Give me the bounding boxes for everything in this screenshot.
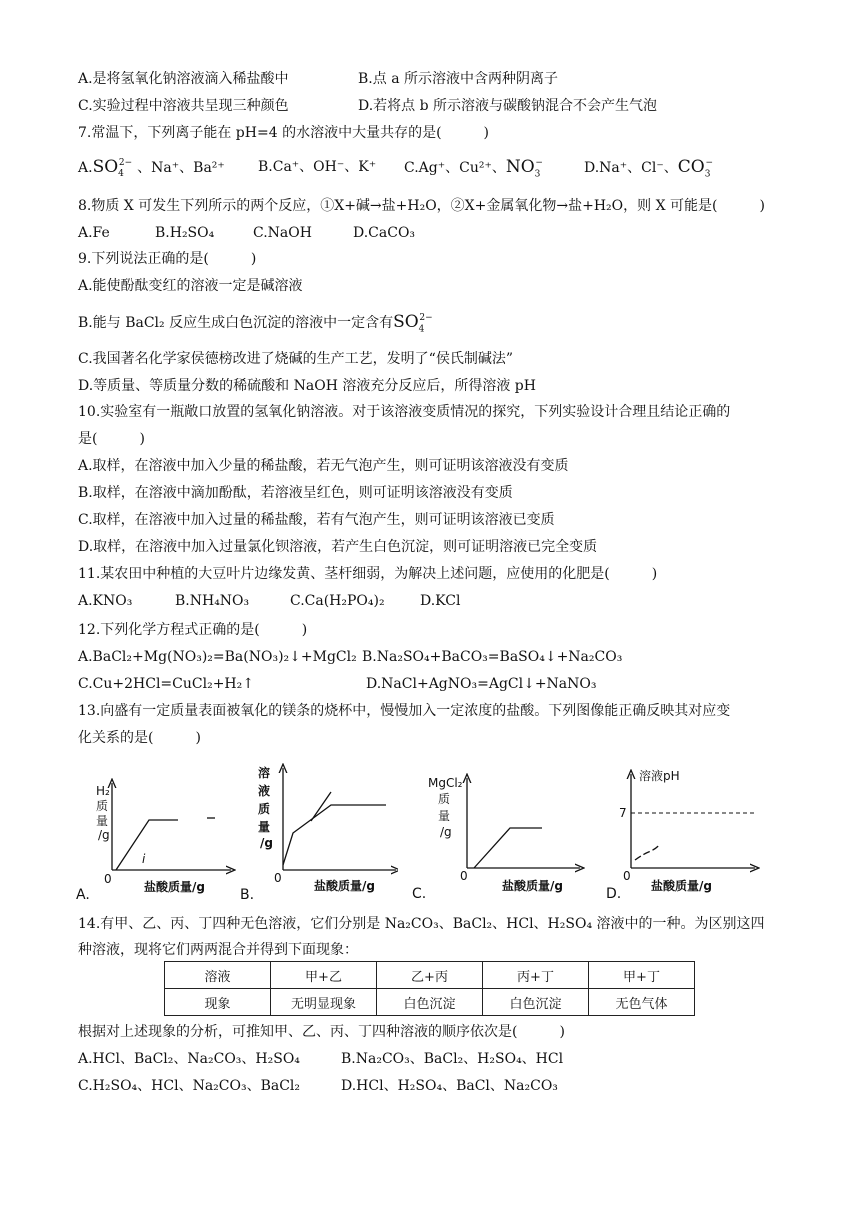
table-cell: 甲+乙 (271, 962, 377, 989)
q7-option-a (78, 157, 225, 178)
graph-a-ylabel-1: 质 (96, 799, 109, 813)
q6-option-b: B.点 a 所示溶液中含两种阴离子 (358, 71, 558, 87)
curve (635, 844, 660, 860)
graph-d-ylabel: 溶液pH (639, 769, 680, 783)
q7-option-a-rest: 、Na⁺、Ba²⁺ (137, 160, 225, 176)
q14-option-d: D.HCl、H₂SO₄、BaCl、Na₂CO₃ (341, 1078, 558, 1094)
table-row (165, 989, 695, 1016)
curve (283, 805, 386, 865)
sulfate-ion: $SO_4^{2-}$ (393, 312, 433, 335)
q12-option-d: D.NaCl+AgNO₃=AgCl↓+NaNO₃ (366, 676, 597, 692)
graph-b (238, 760, 398, 905)
graph-b-ylabel-1: 溶 (258, 766, 271, 780)
mark-i: i (142, 852, 146, 866)
q9-stem: 9.下列说法正确的是( ) (78, 251, 257, 267)
graph-d-label: D. (606, 886, 622, 902)
q12-option-a: A.BaCl₂+Mg(NO₃)₂=Ba(NO₃)₂↓+MgCl₂ (78, 649, 357, 665)
graph-d-origin: 0 (623, 869, 631, 883)
curve (474, 828, 542, 868)
table-cell: 无明显现象 (271, 989, 377, 1016)
q7-option-d-prefix: D.Na⁺、Cl⁻、 (584, 160, 678, 176)
graph-c-ylabel-1: 质 (438, 792, 451, 806)
q14-option-a: A.HCl、BaCl₂、Na₂CO₃、H₂SO₄ (78, 1051, 300, 1067)
graph-a-label: A. (76, 887, 90, 903)
q9-option-b-text: B.能与 BaCl₂ 反应生成白色沉淀的溶液中一定含有 (78, 315, 394, 331)
graph-c (410, 770, 590, 905)
q13-stem-line1: 13.向盛有一定质量表面被氧化的镁条的烧杯中，慢慢加入一定浓度的盐酸。下列图像能正确反映其对应变 (78, 703, 731, 719)
graph-b-ylabel-5: /g (260, 836, 273, 850)
q7-option-d (584, 157, 718, 178)
q12-stem: 12.下列化学方程式正确的是( ) (78, 622, 308, 638)
graph-b-ylabel-2: 液 (258, 784, 271, 798)
carbonate-ion: $CO_3^-$ (677, 157, 713, 180)
table-cell: 丙+丁 (483, 962, 589, 989)
q7-option-b: B.Ca⁺、OH⁻、K⁺ (258, 159, 377, 175)
q10-option-a: A.取样，在溶液中加入少量的稀盐酸，若无气泡产生，则可证明该溶液没有变质 (78, 458, 569, 474)
q7-option-a-prefix: A. (78, 160, 93, 176)
graph-d-xlabel: 盐酸质量/g (651, 879, 712, 893)
table-cell: 白色沉淀 (483, 989, 589, 1016)
q10-stem-line2: 是( ) (78, 431, 145, 447)
q8-option-c: C.NaOH (253, 225, 312, 241)
q14-option-c: C.H₂SO₄、HCl、Na₂CO₃、BaCl₂ (78, 1078, 301, 1094)
q9-option-a: A.能使酚酞变红的溶液一定是碱溶液 (78, 278, 303, 294)
q7-stem: 7.常温下，下列离子能在 pH=4 的水溶液中大量共存的是( ) (78, 125, 489, 141)
q9-option-d: D.等质量、等质量分数的稀硫酸和 NaOH 溶液充分反应后，所得溶液 pH (78, 378, 536, 394)
graph-c-xlabel: 盐酸质量/g (502, 879, 563, 893)
q12-option-b: B.Na₂SO₄+BaCO₃=BaSO₄↓+Na₂CO₃ (362, 649, 623, 665)
q8-option-b: B.H₂SO₄ (155, 225, 215, 241)
q8-option-d: D.CaCO₃ (353, 225, 416, 241)
table-cell: 乙+丙 (377, 962, 483, 989)
graph-b-label: B. (240, 887, 255, 903)
q11-option-b: B.NH₄NO₃ (175, 593, 250, 609)
table-cell: 无色气体 (589, 989, 695, 1016)
graph-a-origin: 0 (104, 872, 112, 886)
q7-option-c (404, 157, 548, 178)
q6-option-d: D.若将点 b 所示溶液与碳酸钠混合不会产生气泡 (358, 98, 658, 114)
graph-d (605, 768, 765, 905)
q11-stem: 11.某农田中种植的大豆叶片边缘发黄、茎杆细弱，为解决上述问题，应使用的化肥是( ) (78, 566, 658, 582)
graph-c-origin: 0 (460, 869, 468, 883)
table-header-row (165, 962, 695, 989)
graph-b-xlabel: 盐酸质量/g (314, 879, 375, 893)
mix-results-table (164, 961, 695, 1016)
q11-option-c: C.Ca(H₂PO₄)₂ (290, 593, 385, 609)
q10-option-d: D.取样，在溶液中加入过量氯化钡溶液，若产生白色沉淀，则可证明溶液已完全变质 (78, 539, 598, 555)
table-cell: 现象 (165, 989, 271, 1016)
q10-option-c: C.取样，在溶液中加入过量的稀盐酸，若有气泡产生，则可证明该溶液已变质 (78, 512, 555, 528)
curve (116, 820, 178, 870)
graph-a-ylabel-2: 量 (96, 814, 109, 828)
q14-stem-line1: 14.有甲、乙、丙、丁四种无色溶液，它们分别是 Na₂CO₃、BaCl₂、HCl、H₂SO₄ 溶液中的一种。为区别这四 (78, 916, 765, 932)
table-cell: 白色沉淀 (377, 989, 483, 1016)
table-cell: 溶液 (165, 962, 271, 989)
graph-b-ylabel-4: 量 (258, 820, 271, 834)
sulfate-ion: $SO_4^{2-}$ (92, 157, 133, 180)
graph-c-ylabel-2: 量 (438, 809, 451, 823)
q14-option-b: B.Na₂CO₃、BaCl₂、H₂SO₄、HCl (341, 1051, 564, 1067)
graph-a-ylabel-3: /g (98, 828, 110, 842)
q9-option-b (78, 312, 438, 333)
q13-stem-line2: 化关系的是( ) (78, 730, 201, 746)
q7-option-c-prefix: C.Ag⁺、Cu²⁺、 (404, 160, 506, 176)
q9-option-c: C.我国著名化学家侯德榜改进了烧碱的生产工艺，发明了“侯氏制碱法” (78, 351, 513, 367)
table-cell: 甲+丁 (589, 962, 695, 989)
graph-d-tick-7: 7 (619, 806, 627, 820)
graph-c-ylabel-top: MgCl₂ (428, 776, 463, 790)
graph-a (76, 775, 236, 905)
graph-a-ylabel-top: H₂ (96, 784, 110, 798)
graph-b-ylabel-3: 质 (258, 802, 271, 816)
q8-option-a: A.Fe (78, 225, 110, 241)
q11-option-d: D.KCl (420, 593, 461, 609)
q6-option-c: C.实验过程中溶液共呈现三种颜色 (78, 98, 289, 114)
q10-stem-line1: 10.实验室有一瓶敞口放置的氢氧化钠溶液。对于该溶液变质情况的探究，下列实验设计合理且结论正确的 (78, 404, 731, 420)
graph-a-xlabel: 盐酸质量/g (144, 880, 205, 894)
graph-c-ylabel-3: /g (440, 825, 452, 839)
graph-b-origin: 0 (274, 871, 282, 885)
q14-stem-line3: 根据对上述现象的分析，可推知甲、乙、丙、丁四种溶液的顺序依次是( ) (78, 1024, 565, 1040)
q10-option-b: B.取样，在溶液中滴加酚酞，若溶液呈红色，则可证明该溶液没有变质 (78, 485, 513, 501)
q12-option-c: C.Cu+2HCl=CuCl₂+H₂↑ (78, 676, 254, 692)
q14-stem-line2: 种溶液，现将它们两两混合并得到下面现象： (78, 942, 358, 958)
q8-stem: 8.物质 X 可发生下列所示的两个反应，①X+碱→盐+H₂O，②X+金属氧化物→盐+H₂O，则 X 可能是( ) (78, 198, 765, 214)
q6-option-a: A.是将氢氧化钠溶液滴入稀盐酸中 (78, 71, 289, 87)
q11-option-a: A.KNO₃ (78, 593, 133, 609)
graph-c-label: C. (412, 886, 427, 902)
nitrate-ion: $NO_3^-$ (505, 157, 543, 180)
